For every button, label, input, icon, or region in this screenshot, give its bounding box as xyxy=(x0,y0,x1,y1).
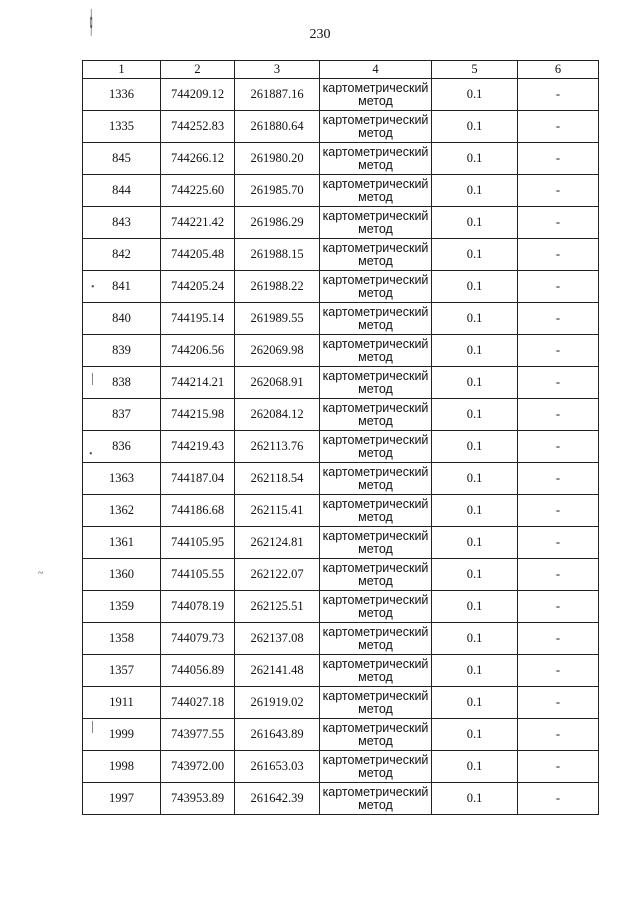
cell-y: 261988.15 xyxy=(235,239,320,271)
header-cell-4: 4 xyxy=(320,61,432,79)
cell-note: - xyxy=(518,143,599,175)
cell-x: 743977.55 xyxy=(161,719,235,751)
method-line-2: метод xyxy=(358,701,393,716)
cell-y: 262141.48 xyxy=(235,655,320,687)
cell-accuracy: 0.1 xyxy=(432,367,518,399)
cell-method xyxy=(320,463,432,495)
table-row xyxy=(83,751,599,783)
cell-method xyxy=(320,367,432,399)
table-row xyxy=(83,335,599,367)
cell-y: 262113.76 xyxy=(235,431,320,463)
cell-accuracy: 0.1 xyxy=(432,111,518,143)
header-cell-1: 1 xyxy=(83,61,161,79)
method-line-2: метод xyxy=(358,285,393,300)
method-line-1: картометрический xyxy=(322,304,429,319)
method-line-2: метод xyxy=(358,317,393,332)
method-line-1: картометрический xyxy=(322,688,429,703)
cell-y: 261919.02 xyxy=(235,687,320,719)
table-row xyxy=(83,271,599,303)
method-line-1: картометрический xyxy=(322,560,429,575)
cell-id: 842 xyxy=(83,239,161,271)
cell-y: 262084.12 xyxy=(235,399,320,431)
cell-id: 1360 xyxy=(83,559,161,591)
cell-method xyxy=(320,207,432,239)
table-row xyxy=(83,143,599,175)
cell-id: 839 xyxy=(83,335,161,367)
cell-method xyxy=(320,687,432,719)
binding-marks: │ ║ │ xyxy=(88,9,95,35)
cell-note: - xyxy=(518,79,599,111)
method-line-1: картометрический xyxy=(322,784,429,799)
method-line-1: картометрический xyxy=(322,656,429,671)
cell-y: 262118.54 xyxy=(235,463,320,495)
table-row xyxy=(83,111,599,143)
cell-note: - xyxy=(518,623,599,655)
cell-note: - xyxy=(518,175,599,207)
table-row xyxy=(83,175,599,207)
cell-accuracy: 0.1 xyxy=(432,431,518,463)
cell-note: - xyxy=(518,303,599,335)
cell-x: 744225.60 xyxy=(161,175,235,207)
cell-y: 262122.07 xyxy=(235,559,320,591)
cell-x: 744219.43 xyxy=(161,431,235,463)
method-line-1: картометрический xyxy=(322,400,429,415)
cell-x: 744187.04 xyxy=(161,463,235,495)
cell-accuracy: 0.1 xyxy=(432,175,518,207)
table-row xyxy=(83,591,599,623)
cell-y: 261643.89 xyxy=(235,719,320,751)
cell-method xyxy=(320,591,432,623)
cell-y: 261653.03 xyxy=(235,751,320,783)
method-line-2: метод xyxy=(358,413,393,428)
table-body xyxy=(83,79,599,815)
cell-method xyxy=(320,143,432,175)
cell-y: 261988.22 xyxy=(235,271,320,303)
table-row xyxy=(83,527,599,559)
cell-note: - xyxy=(518,111,599,143)
method-line-2: метод xyxy=(358,221,393,236)
coordinates-table xyxy=(82,60,599,815)
method-line-2: метод xyxy=(358,477,393,492)
method-line-2: метод xyxy=(358,509,393,524)
cell-method xyxy=(320,335,432,367)
cell-accuracy: 0.1 xyxy=(432,303,518,335)
header-cell-2: 2 xyxy=(161,61,235,79)
method-line-2: метод xyxy=(358,797,393,812)
cell-note: - xyxy=(518,591,599,623)
cell-id: 836 xyxy=(83,431,161,463)
cell-accuracy: 0.1 xyxy=(432,463,518,495)
cell-method xyxy=(320,719,432,751)
cell-y: 262068.91 xyxy=(235,367,320,399)
cell-note: - xyxy=(518,367,599,399)
cell-method xyxy=(320,79,432,111)
cell-note: - xyxy=(518,335,599,367)
cell-y: 261985.70 xyxy=(235,175,320,207)
cell-id: 1998 xyxy=(83,751,161,783)
cell-accuracy: 0.1 xyxy=(432,687,518,719)
cell-id: 838 xyxy=(83,367,161,399)
cell-note: - xyxy=(518,687,599,719)
cell-y: 261986.29 xyxy=(235,207,320,239)
table-row xyxy=(83,655,599,687)
cell-method xyxy=(320,495,432,527)
method-line-2: метод xyxy=(358,157,393,172)
cell-x: 744221.42 xyxy=(161,207,235,239)
cell-accuracy: 0.1 xyxy=(432,271,518,303)
method-line-2: метод xyxy=(358,605,393,620)
page-number: 230 xyxy=(309,27,331,42)
method-line-2: метод xyxy=(358,189,393,204)
table-row xyxy=(83,431,599,463)
table-row xyxy=(83,303,599,335)
table-row xyxy=(83,559,599,591)
method-line-2: метод xyxy=(358,573,393,588)
cell-id: 840 xyxy=(83,303,161,335)
cell-x: 744079.73 xyxy=(161,623,235,655)
cell-note: - xyxy=(518,431,599,463)
scan-mark: • xyxy=(91,282,95,293)
cell-x: 744214.21 xyxy=(161,367,235,399)
cell-x: 744209.12 xyxy=(161,79,235,111)
method-line-1: картометрический xyxy=(322,464,429,479)
method-line-1: картометрический xyxy=(322,528,429,543)
cell-method xyxy=(320,559,432,591)
cell-accuracy: 0.1 xyxy=(432,623,518,655)
method-line-1: картометрический xyxy=(322,112,429,127)
cell-method xyxy=(320,527,432,559)
cell-note: - xyxy=(518,719,599,751)
scan-mark: │ xyxy=(89,374,97,385)
cell-y: 262124.81 xyxy=(235,527,320,559)
cell-note: - xyxy=(518,271,599,303)
cell-y: 262137.08 xyxy=(235,623,320,655)
method-line-2: метод xyxy=(358,637,393,652)
cell-accuracy: 0.1 xyxy=(432,559,518,591)
cell-accuracy: 0.1 xyxy=(432,751,518,783)
cell-id: 1335 xyxy=(83,111,161,143)
method-line-2: метод xyxy=(358,125,393,140)
cell-y: 261880.64 xyxy=(235,111,320,143)
cell-id: 1997 xyxy=(83,783,161,815)
cell-note: - xyxy=(518,655,599,687)
table-row xyxy=(83,623,599,655)
method-line-2: метод xyxy=(358,765,393,780)
cell-accuracy: 0.1 xyxy=(432,143,518,175)
cell-y: 262115.41 xyxy=(235,495,320,527)
method-line-1: картометрический xyxy=(322,176,429,191)
cell-note: - xyxy=(518,239,599,271)
cell-id: 1362 xyxy=(83,495,161,527)
cell-y: 262069.98 xyxy=(235,335,320,367)
cell-accuracy: 0.1 xyxy=(432,655,518,687)
cell-id: 1357 xyxy=(83,655,161,687)
cell-x: 744027.18 xyxy=(161,687,235,719)
table-row xyxy=(83,719,599,751)
method-line-1: картометрический xyxy=(322,272,429,287)
cell-x: 743972.00 xyxy=(161,751,235,783)
cell-id: 1999 xyxy=(83,719,161,751)
cell-id: 1359 xyxy=(83,591,161,623)
cell-x: 743953.89 xyxy=(161,783,235,815)
cell-method xyxy=(320,239,432,271)
cell-method xyxy=(320,431,432,463)
cell-method xyxy=(320,623,432,655)
cell-note: - xyxy=(518,495,599,527)
cell-accuracy: 0.1 xyxy=(432,335,518,367)
table-row xyxy=(83,207,599,239)
method-line-1: картометрический xyxy=(322,592,429,607)
cell-id: 1911 xyxy=(83,687,161,719)
cell-accuracy: 0.1 xyxy=(432,527,518,559)
cell-note: - xyxy=(518,559,599,591)
cell-accuracy: 0.1 xyxy=(432,79,518,111)
cell-id: 841 xyxy=(83,271,161,303)
cell-id: 837 xyxy=(83,399,161,431)
scan-mark: │ xyxy=(89,722,97,733)
cell-id: 845 xyxy=(83,143,161,175)
method-line-2: метод xyxy=(358,733,393,748)
cell-y: 262125.51 xyxy=(235,591,320,623)
method-line-2: метод xyxy=(358,541,393,556)
method-line-1: картометрический xyxy=(322,144,429,159)
cell-y: 261980.20 xyxy=(235,143,320,175)
cell-y: 261887.16 xyxy=(235,79,320,111)
method-line-2: метод xyxy=(358,445,393,460)
method-line-1: картометрический xyxy=(322,368,429,383)
table-row xyxy=(83,79,599,111)
cell-x: 744215.98 xyxy=(161,399,235,431)
method-line-1: картометрический xyxy=(322,496,429,511)
method-line-1: картометрический xyxy=(322,752,429,767)
method-line-1: картометрический xyxy=(322,720,429,735)
cell-method xyxy=(320,399,432,431)
method-line-2: метод xyxy=(358,253,393,268)
header-cell-6: 6 xyxy=(518,61,599,79)
cell-note: - xyxy=(518,399,599,431)
cell-x: 744186.68 xyxy=(161,495,235,527)
cell-x: 744252.83 xyxy=(161,111,235,143)
table-row xyxy=(83,399,599,431)
cell-method xyxy=(320,111,432,143)
method-line-1: картометрический xyxy=(322,208,429,223)
cell-method xyxy=(320,783,432,815)
cell-note: - xyxy=(518,783,599,815)
cell-method xyxy=(320,655,432,687)
method-line-1: картометрический xyxy=(322,336,429,351)
cell-id: 1361 xyxy=(83,527,161,559)
method-line-2: метод xyxy=(358,381,393,396)
table-row xyxy=(83,367,599,399)
scan-mark: • xyxy=(89,449,93,460)
cell-note: - xyxy=(518,751,599,783)
table-row xyxy=(83,239,599,271)
method-line-1: картометрический xyxy=(322,80,429,95)
cell-accuracy: 0.1 xyxy=(432,783,518,815)
cell-accuracy: 0.1 xyxy=(432,207,518,239)
cell-id: 844 xyxy=(83,175,161,207)
cell-method xyxy=(320,303,432,335)
cell-accuracy: 0.1 xyxy=(432,239,518,271)
header-cell-5: 5 xyxy=(432,61,518,79)
cell-y: 261642.39 xyxy=(235,783,320,815)
method-line-1: картометрический xyxy=(322,432,429,447)
cell-id: 1336 xyxy=(83,79,161,111)
table-row xyxy=(83,463,599,495)
scan-mark: ~ xyxy=(38,568,44,579)
cell-x: 744078.19 xyxy=(161,591,235,623)
cell-accuracy: 0.1 xyxy=(432,719,518,751)
cell-accuracy: 0.1 xyxy=(432,399,518,431)
method-line-2: метод xyxy=(358,93,393,108)
cell-method xyxy=(320,175,432,207)
table-row xyxy=(83,783,599,815)
method-line-1: картометрический xyxy=(322,240,429,255)
cell-x: 744266.12 xyxy=(161,143,235,175)
cell-y: 261989.55 xyxy=(235,303,320,335)
cell-method xyxy=(320,751,432,783)
cell-x: 744105.55 xyxy=(161,559,235,591)
cell-x: 744206.56 xyxy=(161,335,235,367)
cell-note: - xyxy=(518,527,599,559)
cell-method xyxy=(320,271,432,303)
table-row xyxy=(83,495,599,527)
cell-note: - xyxy=(518,463,599,495)
table-row xyxy=(83,687,599,719)
method-line-1: картометрический xyxy=(322,624,429,639)
cell-accuracy: 0.1 xyxy=(432,591,518,623)
cell-x: 744195.14 xyxy=(161,303,235,335)
cell-accuracy: 0.1 xyxy=(432,495,518,527)
cell-x: 744105.95 xyxy=(161,527,235,559)
header-row xyxy=(83,61,599,79)
cell-note: - xyxy=(518,207,599,239)
cell-id: 1363 xyxy=(83,463,161,495)
cell-id: 843 xyxy=(83,207,161,239)
cell-x: 744205.24 xyxy=(161,271,235,303)
method-line-2: метод xyxy=(358,669,393,684)
method-line-2: метод xyxy=(358,349,393,364)
cell-x: 744205.48 xyxy=(161,239,235,271)
header-cell-3: 3 xyxy=(235,61,320,79)
cell-id: 1358 xyxy=(83,623,161,655)
cell-x: 744056.89 xyxy=(161,655,235,687)
